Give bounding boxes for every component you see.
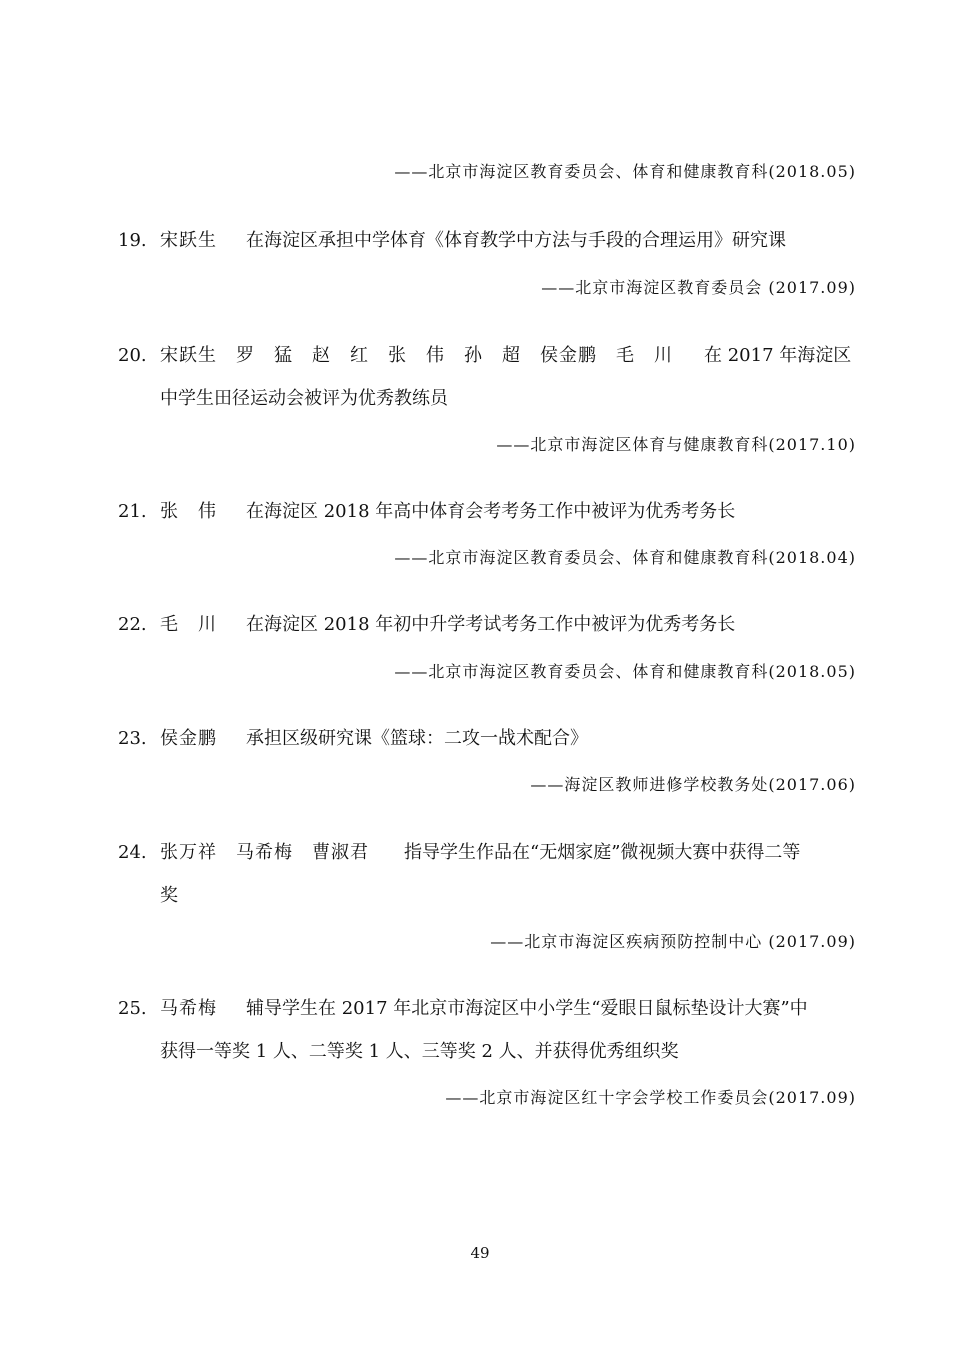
entry-names: 毛 川 (160, 614, 217, 635)
entry-names: 张 伟 (160, 501, 217, 522)
entry-number: 25. (118, 998, 147, 1019)
entry-source: ——海淀区教师进修学校教务处(2017.06) (530, 775, 856, 794)
entry-source: ——北京市海淀区体育与健康教育科(2017.10) (496, 435, 856, 454)
entry-text: 在 2017 年海淀区 (704, 345, 852, 366)
entry-source: ——北京市海淀区教育委员会 (2017.09) (541, 278, 856, 297)
entry-text-continued: 获得一等奖 1 人、二等奖 1 人、三等奖 2 人、并获得优秀组织奖 (160, 1041, 679, 1062)
entry-names: 张万祥 马希梅 曹淑君 (160, 842, 369, 863)
entry-number: 23. (118, 728, 147, 749)
entry-text: 在海淀区承担中学体育《体育教学中方法与手段的合理运用》研究课 (246, 230, 786, 251)
entry-source: ——北京市海淀区教育委员会、体育和健康教育科(2018.05) (394, 662, 856, 681)
page-number: 49 (470, 1244, 490, 1262)
entry-names: 宋跃生 (160, 230, 217, 251)
entry-source: ——北京市海淀区疾病预防控制中心 (2017.09) (490, 932, 856, 951)
entry-text: 承担区级研究课《篮球：二攻一战术配合》 (246, 728, 588, 749)
source-18: ——北京市海淀区教育委员会、体育和健康教育科(2018.05) (394, 162, 856, 181)
entry-number: 22. (118, 614, 147, 635)
entry-text: 辅导学生在 2017 年北京市海淀区中小学生“爱眼日鼠标垫设计大赛”中 (246, 998, 808, 1019)
entry-number: 19. (118, 230, 147, 251)
entry-source: ——北京市海淀区教育委员会、体育和健康教育科(2018.04) (394, 548, 856, 567)
entry-source: ——北京市海淀区红十字会学校工作委员会(2017.09) (445, 1088, 856, 1107)
entry-text-continued: 中学生田径运动会被评为优秀教练员 (160, 388, 448, 409)
entry-text: 指导学生作品在“无烟家庭”微视频大赛中获得二等 (404, 842, 801, 863)
entry-number: 20. (118, 345, 147, 366)
entry-text: 在海淀区 2018 年初中升学考试考务工作中被评为优秀考务长 (246, 614, 736, 635)
entry-number: 24. (118, 842, 147, 863)
entry-names: 马希梅 (160, 998, 217, 1019)
entry-names: 侯金鹏 (160, 728, 217, 749)
entry-text-continued: 奖 (160, 885, 178, 906)
entry-text: 在海淀区 2018 年高中体育会考考务工作中被评为优秀考务长 (246, 501, 736, 522)
entry-names: 宋跃生 罗 猛 赵 红 张 伟 孙 超 侯金鹏 毛 川 (160, 345, 673, 366)
entry-number: 21. (118, 501, 147, 522)
